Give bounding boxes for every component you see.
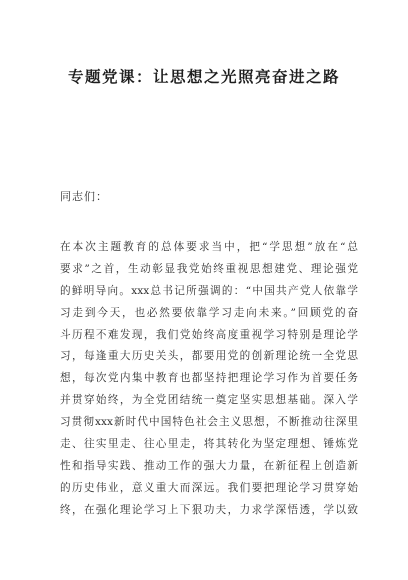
body-line: 的鲜明导向。xxx总书记所强调的：“中国共产党人依靠学 xyxy=(60,284,358,297)
body-line: 要求”之首，生动彰显我党始终重视思想建党、理论强党 xyxy=(60,262,358,275)
body-line: 并贯穿始终，为全党团结统一奠定坚实思想基础。深入学 xyxy=(60,394,358,407)
body-line: 性和指导实践、推动工作的强大力量，在新征程上创造新 xyxy=(60,459,358,472)
body-line: 习走到今天，也必然要依靠学习走向未来。”回顾党的奋 xyxy=(60,306,358,319)
body-line: 习贯彻xxx新时代中国特色社会主义思想，不断推动往深里 xyxy=(60,416,358,429)
body-line: 习，每逢重大历史关头，都要用党的创新理论统一全党思 xyxy=(60,350,358,363)
salutation: 同志们： xyxy=(60,190,108,203)
body-line: 走、往实里走、往心里走，将其转化为坚定理想、锤炼党 xyxy=(60,438,358,451)
body-line: 斗历程不难发现，我们党始终高度重视学习特别是理论学 xyxy=(60,328,358,341)
document-title: 专题党课：让思想之光照亮奋进之路 xyxy=(67,68,340,86)
body-line: 想，每次党内集中教育也都坚持把理论学习作为首要任务 xyxy=(60,372,358,385)
body-line: 终，在强化理论学习上下狠功夫，力求学深悟透，学以致 xyxy=(60,503,358,516)
body-line: 的历史伟业，意义重大而深远。我们要把理论学习贯穿始 xyxy=(60,481,358,494)
body-line: 在本次主题教育的总体要求当中，把“学思想”放在“总 xyxy=(60,241,358,253)
body-paragraph xyxy=(60,237,358,522)
